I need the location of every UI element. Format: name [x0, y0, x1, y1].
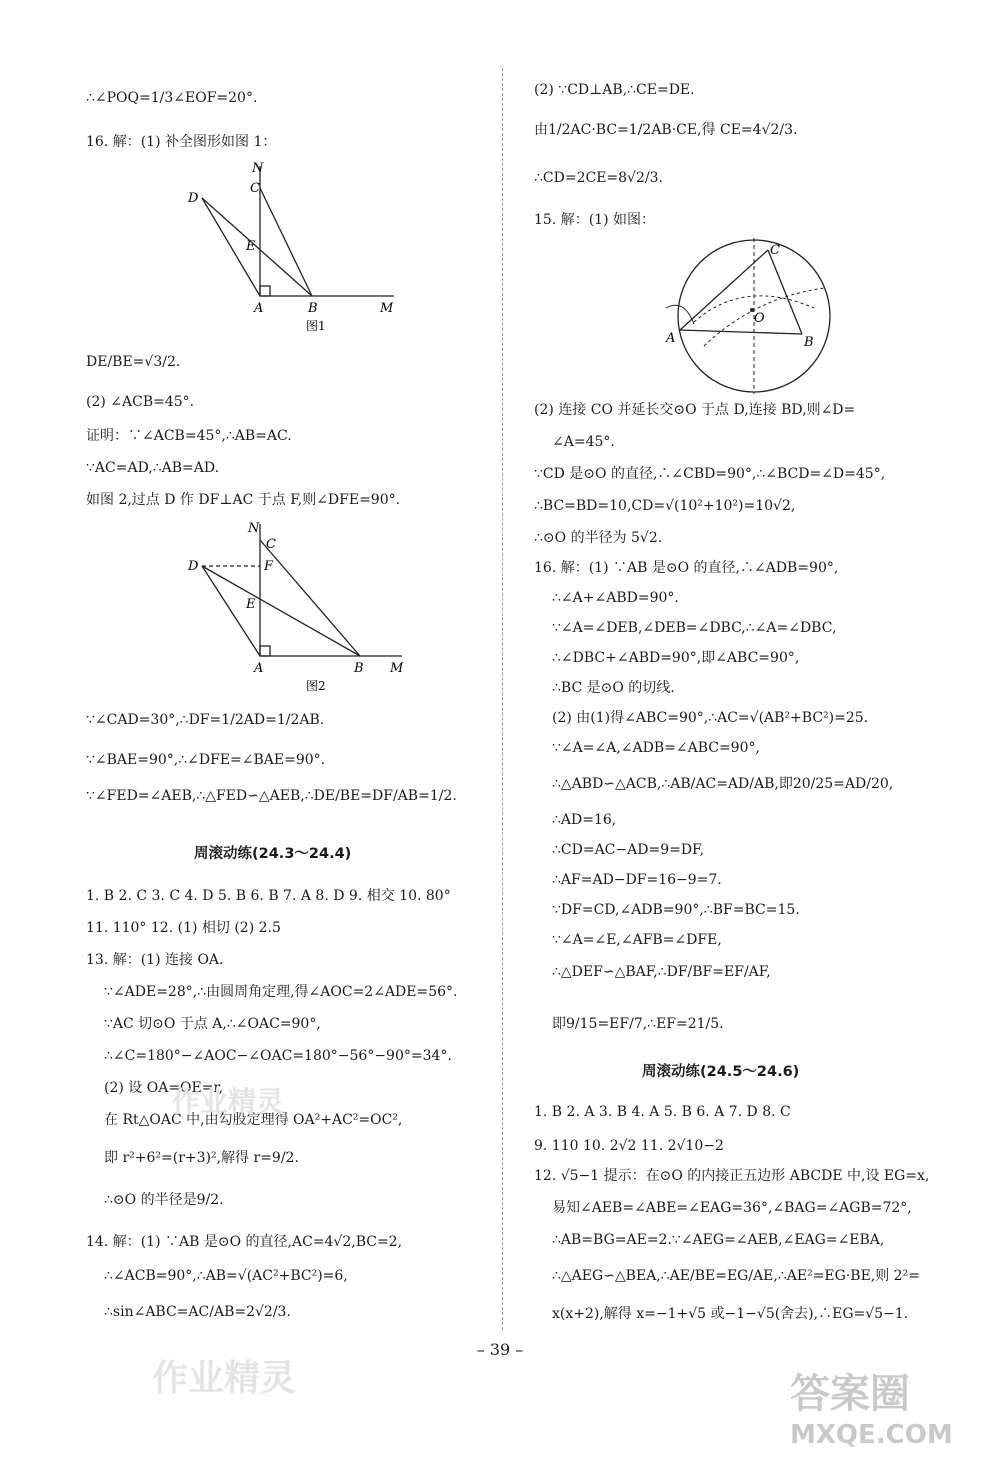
text-line: ∴△DEF∽△BAF,∴DF/BF=EF/AF, [552, 964, 771, 980]
text-line: (2) 由(1)得∠ABC=90°,∴AC=√(AB²+BC²)=25. [552, 710, 869, 726]
point-label: E [246, 239, 256, 254]
text-line: x(x+2),解得 x=−1+√5 或−1−√5(舍去),∴EG=√5−1. [552, 1306, 909, 1322]
text-line: 13. 解：(1) 连接 OA. [86, 952, 224, 968]
point-label: A [666, 331, 676, 346]
text-line: ∴∠POQ=1/3∠EOF=20°. [86, 90, 258, 106]
text-line: (2) ∠ACB=45°. [86, 394, 195, 410]
text-line: ∴CD=2CE=8√2/3. [534, 170, 663, 186]
text-line: 15. 解：(1) 如图： [534, 212, 655, 228]
text-line: (2) 连接 CO 并延长交⊙O 于点 D,连接 BD,则∠D= [534, 402, 856, 418]
text-line: ∵∠ADE=28°,∴由圆周角定理,得∠AOC=2∠ADE=56°. [104, 984, 458, 1000]
text-line: 9. 110 10. 2√2 11. 2√10−2 [534, 1138, 724, 1154]
point-label: C [250, 181, 260, 196]
text-line: 16. 解：(1) 补全图形如图 1： [86, 134, 277, 150]
text-line: ∵AC 切⊙O 于点 A,∴∠OAC=90°, [104, 1016, 321, 1032]
text-line: ∵∠A=∠A,∠ADB=∠ABC=90°, [552, 740, 760, 756]
text-line: ∴∠ACB=90°,∴AB=√(AC²+BC²)=6, [104, 1268, 348, 1284]
point-label: B [308, 301, 318, 316]
text-line: (2) ∵CD⊥AB,∴CE=DE. [534, 82, 695, 98]
point-label: A [254, 301, 264, 316]
point-label: C [266, 537, 276, 552]
text-line: ∵∠A=∠DEB,∠DEB=∠DBC,∴∠A=∠DBC, [552, 620, 837, 636]
text-line: ∴BC=BD=10,CD=√(10²+10²)=10√2, [534, 498, 796, 514]
text-line: ∴∠A+∠ABD=90°. [552, 590, 679, 606]
point-label: C [770, 243, 780, 258]
text-line: ∵AC=AD,∴AB=AD. [86, 460, 220, 476]
text-line: 即 r²+6²=(r+3)²,解得 r=9/2. [104, 1150, 299, 1166]
point-label: E [246, 597, 256, 612]
text-line: ∠A=45°. [552, 434, 615, 450]
figure-caption: 图1 [306, 319, 326, 333]
text-line: ∵∠BAE=90°,∴∠DFE=∠BAE=90°. [86, 752, 326, 768]
text-line: 1. B 2. A 3. B 4. A 5. B 6. A 7. D 8. C [534, 1104, 791, 1120]
column-divider [502, 68, 503, 1330]
section-heading: 周滚动练(24.3～24.4) [194, 846, 352, 862]
point-label: D [188, 559, 199, 574]
text-line: 11. 110° 12. (1) 相切 (2) 2.5 [86, 920, 281, 936]
point-label: B [804, 335, 814, 350]
figure-2 [166, 518, 496, 696]
text-line: ∵∠FED=∠AEB,∴△FED∽△AEB,∴DE/BE=DF/AB=1/2. [86, 788, 457, 804]
text-line: ∴AF=AD−DF=16−9=7. [552, 872, 722, 888]
text-line: ∴△AEG∽△BEA,∴AE/BE=EG/AE,∴AE²=EG·BE,则 2²= [552, 1268, 920, 1284]
point-label: M [380, 301, 394, 316]
point-label: D [188, 191, 199, 206]
page-number: – 39 – [476, 1340, 524, 1359]
text-line: 由1/2AC·BC=1/2AB·CE,得 CE=4√2/3. [534, 122, 798, 138]
text-line: ∴∠C=180°−∠AOC−∠OAC=180°−56°−90°=34°. [104, 1048, 452, 1064]
text-line: ∴∠DBC+∠ABD=90°,即∠ABC=90°, [552, 650, 800, 666]
watermark: 作业精灵 [152, 1358, 297, 1399]
point-label: O [754, 311, 765, 326]
text-line: ∵CD 是⊙O 的直径,∴∠CBD=90°,∴∠BCD=∠D=45°, [534, 466, 886, 482]
watermark-url: MXQE.COM [790, 1420, 953, 1450]
point-label: M [390, 661, 404, 676]
point-label: N [248, 521, 260, 536]
text-line: ∴AB=BG=AE=2.∵∠AEG=∠AEB,∠EAG=∠EBA, [552, 1232, 885, 1248]
text-line: 在 Rt△OAC 中,由勾股定理得 OA²+AC²=OC², [104, 1112, 403, 1128]
watermark-logo: 答案圈 [790, 1371, 910, 1417]
text-line: ∴⊙O 的半径是9/2. [104, 1192, 224, 1208]
figure-3 [654, 238, 864, 398]
section-heading: 周滚动练(24.5～24.6) [642, 1064, 800, 1080]
text-line: ∵DF=CD,∠ADB=90°,∴BF=BC=15. [552, 902, 800, 918]
text-line: ∴△ABD∽△ACB,∴AB/AC=AD/AB,即20/25=AD/20, [552, 776, 894, 792]
text-line: DE/BE=√3/2. [86, 354, 181, 370]
point-label: A [254, 661, 264, 676]
text-line: 16. 解：(1) ∵AB 是⊙O 的直径,∴∠ADB=90°, [534, 560, 839, 576]
point-label: F [264, 559, 274, 574]
text-line: ∵∠A=∠E,∠AFB=∠DFE, [552, 932, 722, 948]
text-line: 12. √5−1 提示：在⊙O 的内接正五边形 ABCDE 中,设 EG=x, [534, 1168, 930, 1184]
figure-1 [166, 158, 486, 338]
text-line: ∴AD=16, [552, 812, 617, 828]
text-line: ∴⊙O 的半径为 5√2. [534, 530, 663, 546]
point-label: N [252, 161, 264, 176]
text-line: 即9/15=EF/7,∴EF=21/5. [552, 1016, 724, 1032]
point-label: B [354, 661, 364, 676]
text-line: ∴sin∠ABC=AC/AB=2√2/3. [104, 1304, 291, 1320]
text-line: 14. 解：(1) ∵AB 是⊙O 的直径,AC=4√2,BC=2, [86, 1234, 403, 1250]
text-line: 1. B 2. C 3. C 4. D 5. B 6. B 7. A 8. D 9. 相交 10. 80° [86, 888, 451, 904]
text-line: 易知∠AEB=∠ABE=∠EAG=36°,∠BAG=∠AGB=72°, [552, 1200, 912, 1216]
text-line: ∴CD=AC−AD=9=DF, [552, 842, 705, 858]
watermark: 作业精灵 [172, 1085, 285, 1118]
figure-caption: 图2 [306, 679, 326, 693]
text-line: (2) 设 OA=OE=r, [104, 1080, 224, 1096]
text-line: 证明：∵∠ACB=45°,∴AB=AC. [86, 428, 292, 444]
text-line: 如图 2,过点 D 作 DF⊥AC 于点 F,则∠DFE=90°. [86, 492, 401, 508]
text-line: ∵∠CAD=30°,∴DF=1/2AD=1/2AB. [86, 712, 325, 728]
text-line: ∴BC 是⊙O 的切线. [552, 680, 675, 696]
